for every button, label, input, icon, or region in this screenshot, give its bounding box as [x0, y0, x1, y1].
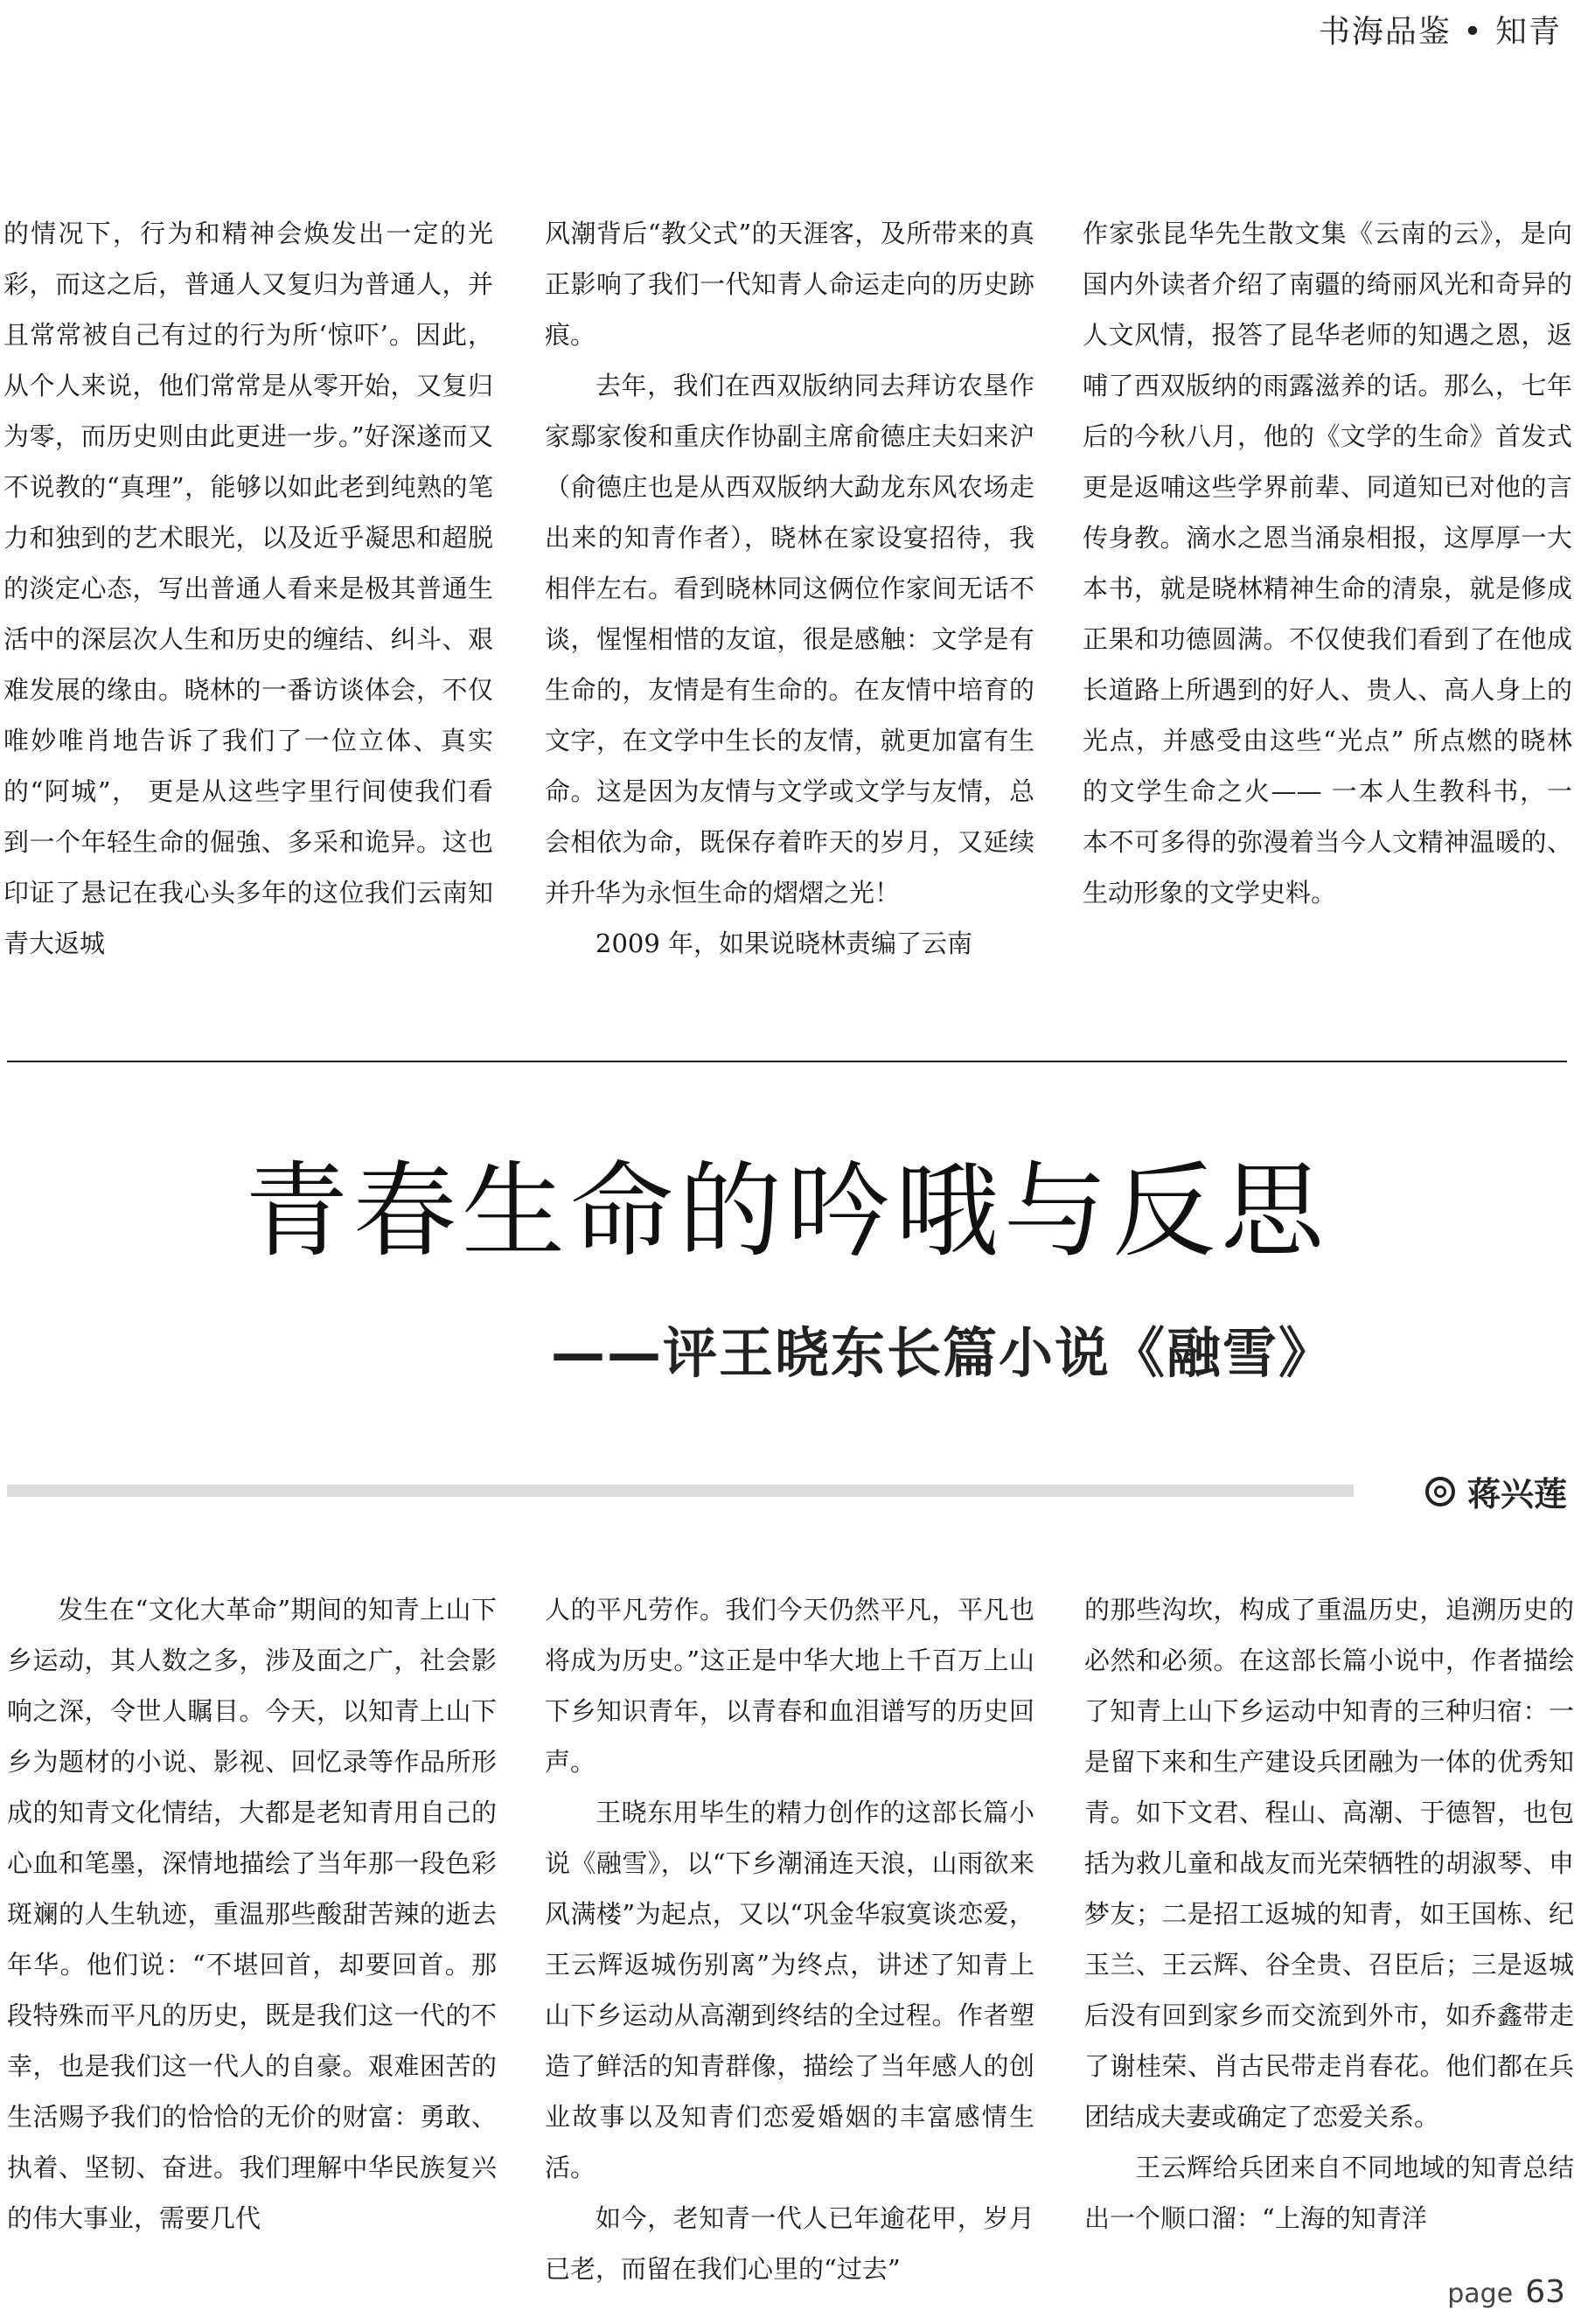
author-name: 蒋兴莲	[1466, 1475, 1567, 1513]
paragraph: 的那些沟坎，构成了重温历史，追溯历史的必然和必须。在这部长篇小说中，作者描绘了知青上山下乡运动中知青的三种归宿：一是留下来和生产建设兵团融为一体的优秀知青。如下文君、程山、高潮、于德智，也包括为救儿童和战友而光荣牺牲的胡淑琴、申梦友；二是招工返城的知青，如王国栋、纪玉兰、王云辉、谷全贵、召臣后；三是返城后没有回到家乡而交流到外市，如乔鑫带走了谢桂荣、肖古民带走肖春花。他们都在兵团结成夫妻或确定了恋爱关系。	[1084, 1595, 1574, 2132]
paragraph: 如今，老知青一代人已年逾花甲，岁月已老，而留在我们心里的“过去”	[545, 2203, 1034, 2284]
article-column-2	[545, 1584, 1034, 2294]
paragraph: 人的平凡劳作。我们今天仍然平凡，平凡也将成为历史。”这正是中华大地上千百万上山下乡知识青年，以青春和血泪谱写的历史回声。	[545, 1595, 1034, 1777]
byline-bar	[7, 1485, 1354, 1497]
article-subtitle: ——评王晓东长篇小说《融雪》	[551, 1321, 1335, 1385]
paragraph: 去年，我们在西双版纳同去拜访农垦作家鄢家俊和重庆作协副主席俞德庄夫妇来沪（俞德庄也是从西双版纳大勐龙东风农场走出来的知青作者），晓林在家设宴招待，我相伴左右。看到晓林同这俩位作家间无话不谈，惺惺相惜的友谊，很是感触：文学是有生命的，友情是有生命的。在友情中培育的文字，在文学中生长的友情，就更加富有生命。这是因为友情与文学或文学与友情，总会相依为命，既保存着昨天的岁月，又延续并升华为永恒生命的熠熠之光！	[545, 371, 1034, 908]
page-number: 63	[1525, 2274, 1565, 2310]
paragraph: 王晓东用毕生的精力创作的这部长篇小说《融雪》，以“下乡潮涌连天浪，山雨欲来风满楼”为起点，又以“巩金华寂寞谈恋爱，王云辉返城伤别离”为终点，讲述了知青上山下乡运动从高潮到终结的全过程。作者塑造了鲜活的知青群像，描绘了当年感人的创业故事以及知青们恋爱婚姻的丰富感情生活。	[545, 1798, 1034, 2182]
article-column-1	[7, 1584, 497, 2244]
section-divider	[7, 1061, 1567, 1062]
paragraph: 的情况下，行为和精神会焕发出一定的光彩，而这之后，普通人又复归为普通人，并且常常被自己有过的行为所‘惊吓’。因此， 从个人来说，他们常常是从零开始，又复归为零，而历史则由此更进一步。”好深遂而又不说教的“真理”，能够以如此老到纯熟的笔力和独到的艺术眼光，以及近乎凝思和超脱的淡定心态，写出普通人看来是极其普通生活中的深层次人生和历史的缠结、纠斗、艰难发展的缘由。晓林的一番访谈体会，不仅唯妙唯肖地告诉了我们了一位立体、真实的“阿城”， 更是从这些字里行间使我们看到一个年轻生命的倔強、多采和诡异。这也印证了悬记在我心头多年的这位我们云南知青大返城	[3, 219, 493, 958]
article-title: 青春生命的吟哦与反思	[244, 1151, 1329, 1271]
paragraph: 王云辉给兵团来自不同地域的知青总结出一个顺口溜：“上海的知青洋	[1084, 2153, 1574, 2233]
top-column-3	[1083, 208, 1572, 918]
paragraph: 风潮背后“教父式”的天涯客，及所带来的真正影响了我们一代知青人命运走向的历史跡痕。	[545, 219, 1034, 350]
double-circle-icon	[1425, 1477, 1455, 1506]
page-footer	[1447, 2274, 1565, 2310]
article-column-3	[1084, 1584, 1574, 2244]
top-column-1	[3, 208, 493, 969]
section-header: 书海品鉴 • 知青	[1318, 14, 1562, 50]
page-label: page	[1447, 2279, 1514, 2309]
paragraph: 作家张昆华先生散文集《云南的云》，是向国内外读者介绍了南疆的绮丽风光和奇异的人文风情，报答了昆华老师的知遇之恩，返哺了西双版纳的雨露滋养的话。那么，七年后的今秋八月，他的《文学的生命》首发式更是返哺这些学界前辈、同道知已对他的言传身教。滴水之恩当涌泉相报，这厚厚一大本书，就是晓林精神生命的清泉，就是修成正果和功德圆满。不仅使我们看到了在他成长道路上所遇到的好人、贵人、高人身上的光点，并感受由这些“光点” 所点燃的晓林的文学生命之火—— 一本人生教科书，一本不可多得的弥漫着当今人文精神温暖的、生动形象的文学史料。	[1083, 219, 1572, 908]
byline	[1425, 1467, 1567, 1515]
paragraph: 2009 年，如果说晓林责编了云南	[595, 929, 973, 958]
paragraph: 发生在“文化大革命”期间的知青上山下乡运动，其人数之多，涉及面之广，社会影响之深，令世人瞩目。今天，以知青上山下乡为题材的小说、影视、回忆录等作品所形成的知青文化情结，大都是老知青用自己的心血和笔墨，深情地描绘了当年那一段色彩斑斓的人生轨迹，重温那些酸甜苦辣的逝去年华。他们说：“不堪回首，却要回首。那段特殊而平凡的历史，既是我们这一代的不幸，也是我们这一代人的自豪。艰难困苦的生活赐予我们的恰恰的无价的财富：勇敢、执着、坚韧、奋进。我们理解中华民族复兴的伟大事业，需要几代	[7, 1595, 497, 2233]
top-column-2	[545, 208, 1034, 969]
